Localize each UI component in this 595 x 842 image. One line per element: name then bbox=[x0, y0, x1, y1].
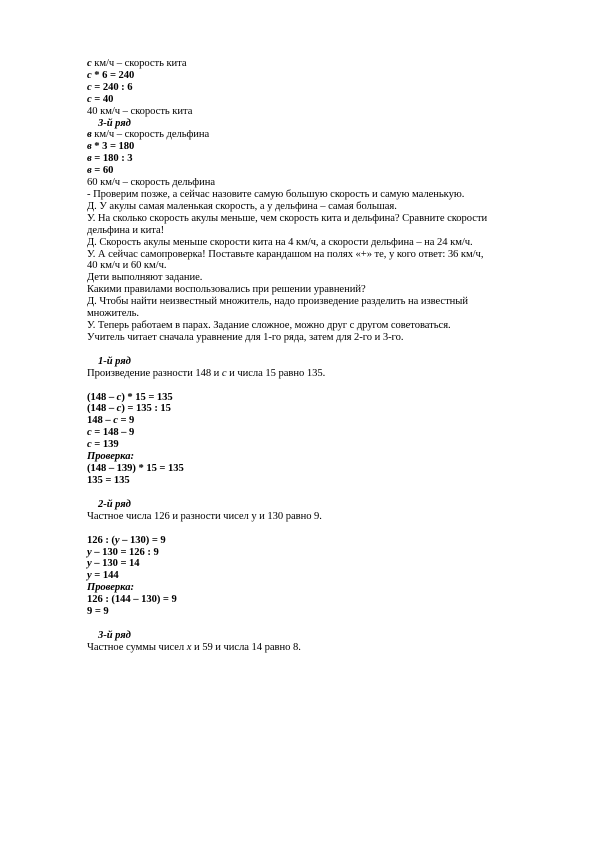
text-run: и числа 15 равно 135. bbox=[226, 367, 326, 379]
text-run: Учитель читает сначала уравнение для 1-го ряда, затем для 2-го и 3-го. bbox=[87, 331, 404, 343]
text-run: 40 км/ч – скорость кита bbox=[87, 105, 193, 117]
text-run: x bbox=[186, 641, 192, 653]
text-run: – 130 = 14 bbox=[91, 558, 140, 570]
text-line bbox=[87, 237, 557, 249]
text-run: с bbox=[87, 439, 92, 451]
paragraph-gap bbox=[87, 344, 557, 356]
text-line bbox=[87, 141, 557, 153]
text-run: Произведение разности 148 и bbox=[87, 367, 222, 379]
text-line bbox=[87, 511, 557, 523]
text-run: множитель. bbox=[87, 308, 139, 320]
text-run: в bbox=[87, 141, 92, 153]
text-run: км/ч – скорость дельфина bbox=[91, 129, 210, 141]
text-run: У. А сейчас самопроверка! Поставьте карандашом на полях «+» те, у кого ответ: 36 км/ч, bbox=[87, 248, 484, 260]
text-line bbox=[87, 439, 557, 451]
text-run: y bbox=[87, 570, 92, 582]
text-run: (148 – bbox=[87, 403, 117, 415]
text-run: y bbox=[114, 534, 120, 546]
text-line bbox=[87, 547, 557, 559]
section-heading bbox=[87, 499, 557, 511]
text-run: 40 км/ч и 60 км/ч. bbox=[87, 260, 167, 272]
text-run: * 6 = 240 bbox=[91, 69, 135, 81]
text-run: c bbox=[87, 81, 92, 93]
text-run: Проверка: bbox=[87, 451, 134, 463]
paragraph-gap bbox=[87, 523, 557, 535]
text-run: в bbox=[87, 129, 92, 141]
text-line bbox=[87, 320, 557, 332]
text-run: = 139 bbox=[91, 439, 119, 451]
text-run: Частное числа 126 и разности чисел y и 130 равно 9. bbox=[87, 510, 322, 522]
text-run: = 9 bbox=[117, 415, 135, 427]
text-line bbox=[87, 225, 557, 237]
text-run: 126 : (144 – 130) = 9 bbox=[87, 594, 177, 606]
text-run: 2-й ряд bbox=[98, 498, 131, 510]
text-run: У. На сколько скорость акулы меньше, чем скорость кита и дельфина? Сравните скорости bbox=[87, 212, 488, 224]
text-line bbox=[87, 58, 557, 70]
text-line bbox=[87, 415, 557, 427]
paragraph-gap bbox=[87, 380, 557, 392]
text-line bbox=[87, 272, 557, 284]
text-run: c bbox=[87, 69, 92, 81]
text-run: 3-й ряд bbox=[98, 629, 131, 641]
text-line bbox=[87, 260, 557, 272]
text-run: – 130) = 9 bbox=[119, 534, 166, 546]
text-line bbox=[87, 213, 557, 225]
text-line bbox=[87, 177, 557, 189]
text-run: c bbox=[87, 58, 92, 69]
text-line bbox=[87, 106, 557, 118]
text-line bbox=[87, 296, 557, 308]
text-run: = 40 bbox=[91, 93, 114, 105]
text-run: Д. У акулы самая маленькая скорость, а у дельфина – самая большая. bbox=[87, 200, 397, 212]
text-run: 9 = 9 bbox=[87, 606, 109, 618]
text-run: 135 = 135 bbox=[87, 474, 130, 486]
text-run: с bbox=[221, 367, 227, 379]
text-line bbox=[87, 153, 557, 165]
text-run: 60 км/ч – скорость дельфина bbox=[87, 177, 215, 189]
text-run: с bbox=[113, 415, 118, 427]
text-run: км/ч – скорость кита bbox=[91, 58, 187, 69]
text-run: – 130 = 126 : 9 bbox=[91, 546, 159, 558]
text-run: c bbox=[87, 93, 92, 105]
text-line bbox=[87, 582, 557, 594]
text-line bbox=[87, 535, 557, 547]
text-line bbox=[87, 570, 557, 582]
text-run: * 3 = 180 bbox=[91, 141, 135, 153]
text-run: (148 – bbox=[87, 391, 117, 403]
text-run: 148 – bbox=[87, 415, 114, 427]
text-run: 126 : ( bbox=[87, 534, 115, 546]
text-run: Проверка: bbox=[87, 582, 134, 594]
text-run: Какими правилами воспользовались при решении уравнений? bbox=[87, 284, 366, 296]
text-line bbox=[87, 451, 557, 463]
text-run: = 144 bbox=[91, 570, 119, 582]
text-line bbox=[87, 606, 557, 618]
text-line bbox=[87, 189, 557, 201]
section-heading bbox=[87, 118, 557, 130]
text-run: = 148 – 9 bbox=[91, 427, 135, 439]
text-line bbox=[87, 427, 557, 439]
text-line bbox=[87, 201, 557, 213]
paragraph-gap bbox=[87, 618, 557, 630]
text-line bbox=[87, 165, 557, 177]
paragraph-gap bbox=[87, 487, 557, 499]
text-run: Д. Чтобы найти неизвестный множитель, надо произведение разделить на известный bbox=[87, 296, 468, 308]
text-run: = 240 : 6 bbox=[91, 81, 133, 93]
text-run: с bbox=[116, 403, 122, 415]
text-line bbox=[87, 284, 557, 296]
text-run: - Проверим позже, а сейчас назовите самую большую скорость и самую маленькую. bbox=[87, 188, 465, 200]
document-page bbox=[87, 58, 557, 654]
text-run: ) * 15 = 135 bbox=[121, 391, 173, 403]
text-line bbox=[87, 558, 557, 570]
text-run: ) = 135 : 15 bbox=[121, 403, 171, 415]
text-line bbox=[87, 249, 557, 261]
text-run: y bbox=[87, 546, 92, 558]
text-run: в bbox=[87, 153, 92, 165]
text-line bbox=[87, 129, 557, 141]
text-run: в bbox=[87, 165, 92, 177]
text-run: 3-й ряд bbox=[98, 117, 131, 129]
text-line bbox=[87, 475, 557, 487]
text-line bbox=[87, 332, 557, 344]
text-run: y bbox=[87, 558, 92, 570]
text-run: с bbox=[116, 391, 122, 403]
text-line bbox=[87, 308, 557, 320]
text-line bbox=[87, 94, 557, 106]
text-run: с bbox=[87, 427, 92, 439]
text-run: (148 – 139) * 15 = 135 bbox=[87, 463, 184, 474]
text-line bbox=[87, 403, 557, 415]
section-heading bbox=[87, 356, 557, 368]
text-run: Частное суммы чисел bbox=[87, 641, 187, 653]
text-run: дельфина и кита! bbox=[87, 224, 165, 236]
text-line bbox=[87, 392, 557, 404]
text-run: 1-й ряд bbox=[98, 355, 131, 367]
text-run: и 59 и числа 14 равно 8. bbox=[191, 641, 301, 653]
text-line bbox=[87, 642, 557, 654]
text-run: = 60 bbox=[91, 165, 114, 177]
text-line bbox=[87, 594, 557, 606]
text-run: Дети выполняют задание. bbox=[87, 272, 203, 284]
text-run: Д. Скорость акулы меньше скорости кита на 4 км/ч, а скорости дельфина – на 24 км/ч. bbox=[87, 236, 473, 248]
text-run: = 180 : 3 bbox=[91, 153, 133, 165]
section-heading bbox=[87, 630, 557, 642]
text-run: У. Теперь работаем в парах. Задание сложное, можно друг с другом советоваться. bbox=[87, 319, 451, 331]
text-line bbox=[87, 463, 557, 475]
text-line bbox=[87, 368, 557, 380]
text-line bbox=[87, 82, 557, 94]
text-line bbox=[87, 70, 557, 82]
